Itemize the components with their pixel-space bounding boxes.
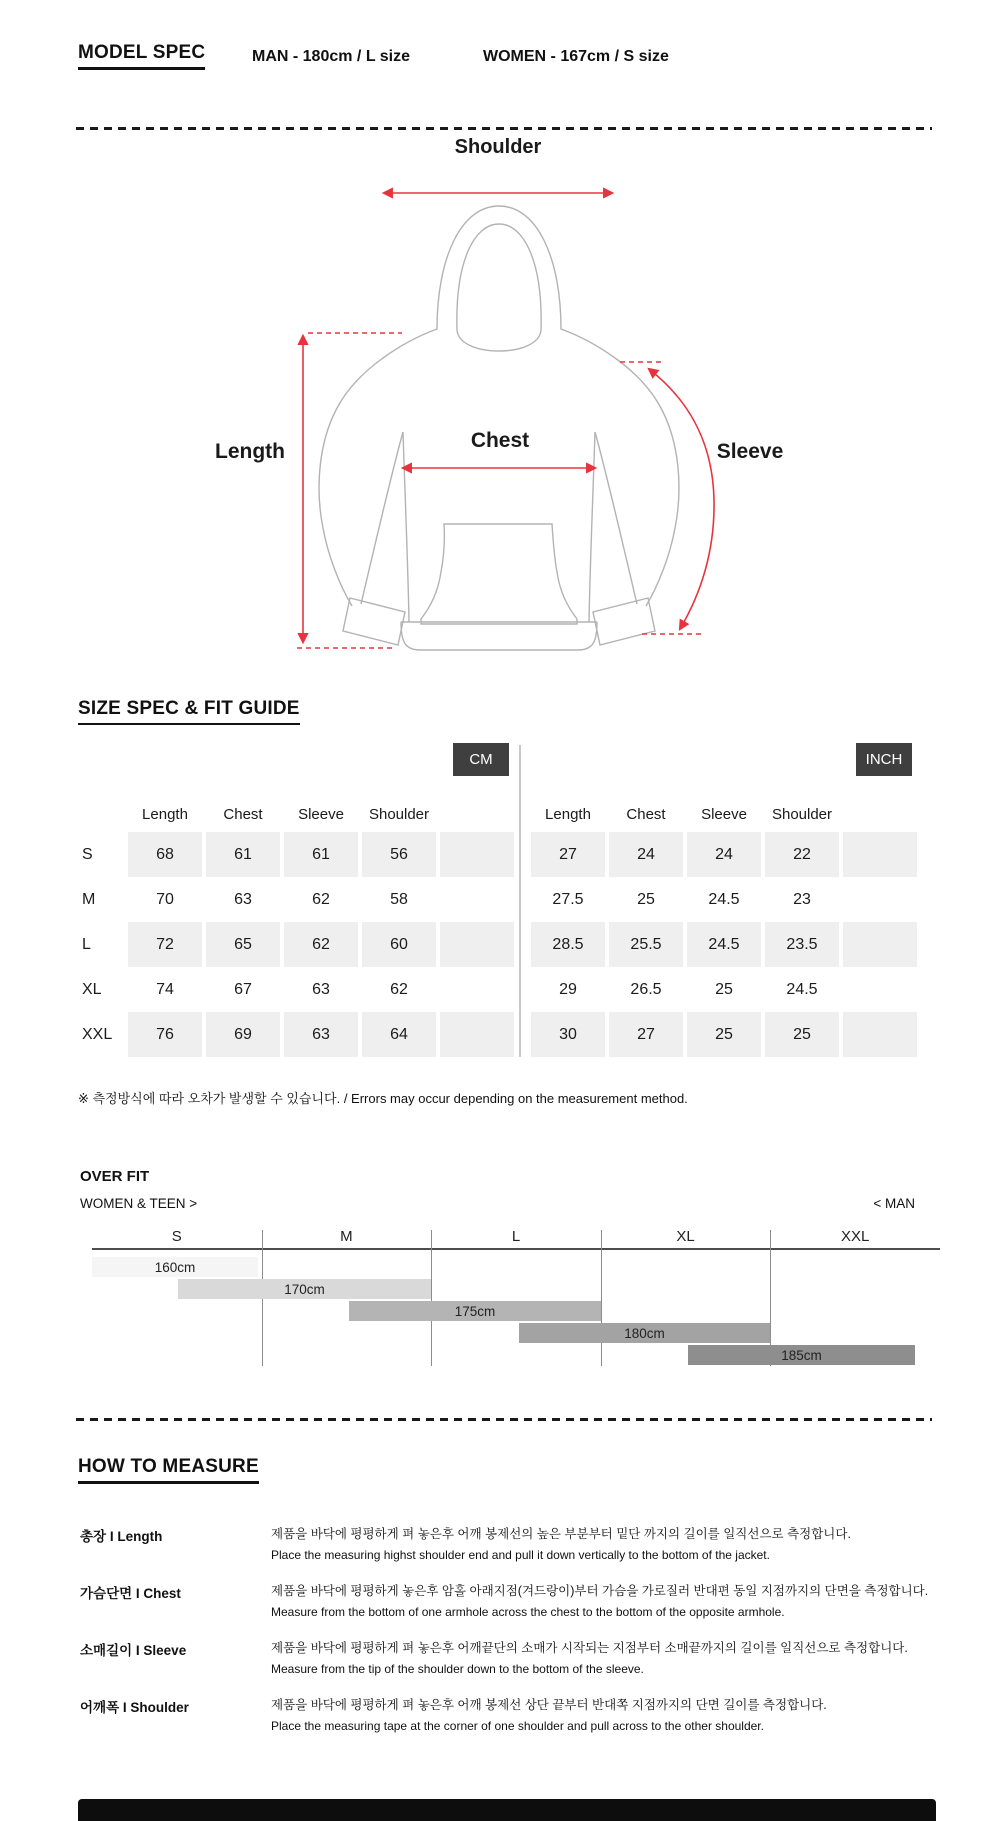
dashed-divider-top [76,127,932,130]
fit-tick [601,1230,602,1366]
measure-term: 소매길이 I Sleeve [80,1643,187,1658]
size-cell-cm: 61 [284,832,358,877]
diagram-sleeve-label: Sleeve [716,440,784,463]
fit-tick [431,1230,432,1366]
size-cell-cm: 58 [390,890,408,908]
size-cell-inch: 24.5 [786,980,818,998]
column-header: Sleeve [298,805,344,823]
size-cell-cm: 72 [128,922,202,967]
column-header: Chest [626,805,666,823]
fit-guide-chart [92,1228,940,1368]
size-cell-inch: 25 [765,1012,839,1057]
fit-guide-title: OVER FIT [80,1168,150,1185]
row-label: S [82,845,93,863]
fit-bar: 180cm [519,1323,770,1343]
empty-header-cell [440,796,514,832]
size-cell-cm: 62 [390,980,408,998]
size-cell-inch: 29 [559,980,577,998]
size-cell-inch: 24.5 [708,890,740,908]
size-cell-inch: 23 [793,890,811,908]
size-cell-inch: 22 [765,832,839,877]
size-cell-cm: 56 [362,832,436,877]
how-to-measure-title-wrap [78,1456,259,1484]
empty-header-cell [843,796,917,832]
measure-desc-kr: 제품을 바닥에 평평하게 펴 놓은후 어깨 봉제선 상단 끝부터 반대쪽 지점까지의 단면 길이를 측정합니다. [271,1698,827,1712]
empty-cell [440,877,514,922]
fit-bar: 170cm [178,1279,431,1299]
diagram-shoulder-label: Shoulder [454,136,542,158]
measure-desc-en: Place the measuring highst shoulder end and pull it down vertically to the bottom of the jacket. [271,1548,770,1562]
size-cell-cm: 63 [234,890,252,908]
inch-table [531,796,917,1057]
fit-bar: 185cm [688,1345,915,1365]
empty-cell [843,967,917,1012]
fit-chart-rule [92,1248,940,1250]
measure-desc [271,1695,938,1733]
fit-bar: 175cm [349,1301,601,1321]
dashed-divider-bottom [76,1418,932,1421]
size-cell-cm: 62 [284,922,358,967]
row-label: M [82,890,96,908]
page-title: MODEL SPEC [78,42,205,70]
fit-size-label: XXL [840,1228,870,1245]
measure-row [80,1581,938,1619]
table-divider [519,745,521,1057]
size-cell-cm: 62 [312,890,330,908]
size-spec-title: SIZE SPEC & FIT GUIDE [78,698,300,725]
row-label: L [82,935,91,953]
empty-cell [440,967,514,1012]
measure-desc-kr: 제품을 바닥에 평평하게 펴 놓은후 어깨끝단의 소매가 시작되는 지점부터 소매끝까지의 길이를 일직선으로 측정합니다. [271,1641,908,1655]
size-cell-inch: 25 [637,890,655,908]
measure-desc [271,1638,938,1676]
measurement-note: ※ 측정방식에 따라 오차가 발생할 수 있습니다. / Errors may occur depending on the measurement method. [78,1091,688,1106]
fit-size-label: XL [676,1228,695,1245]
size-cell-cm: 61 [206,832,280,877]
size-cell-inch: 25 [715,980,733,998]
measure-term: 어깨폭 I Shoulder [80,1700,189,1715]
hoodie-diagram [180,140,820,670]
measure-desc [271,1524,938,1562]
column-header: Length [142,805,188,823]
empty-cell [440,922,514,967]
fit-size-label: S [171,1228,182,1245]
model-spec-title-wrap [78,42,205,70]
size-cell-inch: 24 [687,832,761,877]
size-cell-inch: 25 [687,1012,761,1057]
size-cell-cm: 68 [128,832,202,877]
fit-size-label: M [340,1228,353,1245]
cm-table [78,796,514,1057]
measure-desc-en: Place the measuring tape at the corner of one shoulder and pull across to the other shoulder. [271,1719,764,1733]
empty-cell [843,922,917,967]
measure-row [80,1695,938,1733]
size-cell-cm: 64 [362,1012,436,1057]
model-spec-man: MAN - 180cm / L size [252,48,410,65]
size-cell-cm: 63 [284,1012,358,1057]
measure-desc-kr: 제품을 바닥에 평평하게 놓은후 암홀 아래지점(겨드랑이)부터 가슴을 가로질러 반대편 동일 지점까지의 단면을 측정합니다. [271,1584,929,1598]
inch-badge: INCH [856,743,912,776]
empty-cell [843,832,917,877]
size-cell-cm: 60 [362,922,436,967]
fit-size-label: L [511,1228,521,1245]
column-header: Shoulder [771,805,833,823]
next-section-bar [78,1799,936,1821]
empty-cell [843,877,917,922]
size-cell-inch: 23.5 [765,922,839,967]
empty-cell [440,832,514,877]
column-header: Shoulder [368,805,430,823]
measure-row [80,1524,938,1562]
size-cell-inch: 27 [609,1012,683,1057]
fit-size-labels [92,1228,940,1248]
size-cell-cm: 70 [156,890,174,908]
size-cell-cm: 63 [312,980,330,998]
diagram-length-label: Length [215,440,285,463]
empty-cell [843,1012,917,1057]
hoodie-outline [319,206,679,650]
size-cell-inch: 26.5 [630,980,662,998]
fit-guide-left-label: WOMEN & TEEN > [80,1196,198,1211]
size-cell-cm: 74 [156,980,174,998]
size-cell-cm: 67 [234,980,252,998]
fit-bar: 160cm [92,1257,258,1277]
how-to-measure-title: HOW TO MEASURE [78,1456,259,1484]
measurement-arrows [297,193,714,648]
size-spec-title-wrap [78,698,300,725]
measure-desc-kr: 제품을 바닥에 평평하게 펴 놓은후 어깨 봉제선의 높은 부분부터 밑단 까지의 길이를 일직선으로 측정합니다. [271,1527,851,1541]
column-header: Chest [223,805,263,823]
size-cell-cm: 65 [206,922,280,967]
sleeve-arrow [649,369,714,629]
size-cell-inch: 24 [609,832,683,877]
row-label: XXL [82,1025,113,1043]
empty-cell [440,1012,514,1057]
measure-desc-en: Measure from the bottom of one armhole across the chest to the bottom of the opposite armhole. [271,1605,785,1619]
size-cell-cm: 69 [206,1012,280,1057]
row-label: XL [82,980,102,998]
size-cell-inch: 27 [531,832,605,877]
size-cell-cm: 76 [128,1012,202,1057]
model-spec-women: WOMEN - 167cm / S size [483,48,669,65]
diagram-chest-label: Chest [470,429,530,452]
column-header: Length [545,805,591,823]
measure-row [80,1638,938,1676]
measure-desc-en: Measure from the tip of the shoulder down to the bottom of the sleeve. [271,1662,644,1676]
size-cell-inch: 28.5 [531,922,605,967]
size-cell-inch: 30 [531,1012,605,1057]
column-header: Sleeve [701,805,747,823]
cm-badge: CM [453,743,509,776]
size-cell-inch: 27.5 [552,890,584,908]
how-to-measure-list [80,1524,938,1752]
measure-term: 총장 I Length [80,1529,163,1544]
measure-term: 가슴단면 I Chest [80,1586,181,1601]
fit-guide-right-label: < MAN [873,1196,915,1211]
corner-cell [78,796,124,832]
size-cell-inch: 24.5 [687,922,761,967]
size-cell-inch: 25.5 [609,922,683,967]
measure-desc [271,1581,938,1619]
